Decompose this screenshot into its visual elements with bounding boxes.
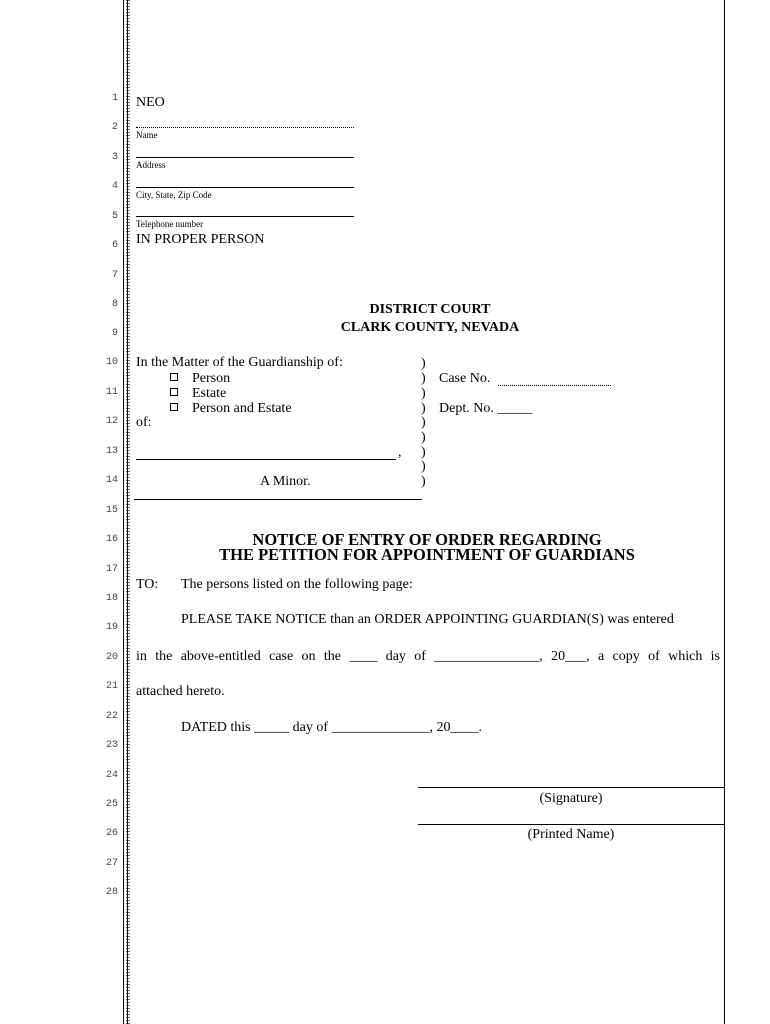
dept-no-label: Dept. No. _____ bbox=[439, 401, 533, 416]
line-number: 28 bbox=[105, 887, 118, 898]
line-number: 23 bbox=[105, 740, 118, 751]
paren: ) bbox=[421, 415, 426, 430]
line-number: 5 bbox=[111, 211, 118, 222]
option-person-and-estate-label: Person and Estate bbox=[192, 401, 292, 416]
of-label: of: bbox=[136, 415, 152, 430]
notice-paragraph-line2: in the above-entitled case on the ____ day of _______________, 20___, a copy of which is bbox=[136, 649, 720, 664]
signature-line[interactable] bbox=[418, 787, 724, 788]
paren: ) bbox=[421, 445, 426, 460]
case-no-label: Case No. bbox=[439, 371, 491, 386]
left-hatched-margin bbox=[126, 0, 130, 1024]
minor-name-comma: , bbox=[398, 445, 402, 460]
minor-label: A Minor. bbox=[260, 474, 311, 489]
to-text: The persons listed on the following page: bbox=[181, 577, 413, 592]
checkbox-person-and-estate[interactable] bbox=[170, 403, 178, 411]
line-number: 26 bbox=[105, 828, 118, 839]
city-label: City, State, Zip Code bbox=[136, 190, 212, 200]
line-number: 7 bbox=[111, 270, 118, 281]
court-county: CLARK COUNTY, NEVADA bbox=[340, 320, 520, 335]
address-field-line[interactable] bbox=[136, 157, 354, 158]
line-number: 25 bbox=[105, 799, 118, 810]
notice-paragraph-line3: attached hereto. bbox=[136, 684, 225, 699]
minor-name-line[interactable] bbox=[136, 459, 396, 460]
address-label: Address bbox=[136, 160, 166, 170]
line-number: 8 bbox=[111, 299, 118, 310]
phone-label: Telephone number bbox=[136, 219, 204, 229]
line-number: 9 bbox=[111, 328, 118, 339]
paren: ) bbox=[421, 371, 426, 386]
printed-name-label: (Printed Name) bbox=[527, 827, 615, 842]
line-number: 14 bbox=[105, 475, 118, 486]
line-number: 18 bbox=[105, 593, 118, 604]
option-estate[interactable] bbox=[170, 386, 226, 401]
paren: ) bbox=[421, 356, 426, 371]
form-code: NEO bbox=[136, 95, 165, 110]
city-field-line[interactable] bbox=[136, 187, 354, 188]
line-number: 24 bbox=[105, 770, 118, 781]
line-number: 20 bbox=[105, 652, 118, 663]
notice-title-line2: THE PETITION FOR APPOINTMENT OF GUARDIANS bbox=[219, 545, 635, 564]
line-number: 4 bbox=[111, 181, 118, 192]
paren: ) bbox=[421, 459, 426, 474]
line-number: 1 bbox=[111, 93, 118, 104]
line-number: 19 bbox=[105, 622, 118, 633]
paren: ) bbox=[421, 430, 426, 445]
name-field-line[interactable] bbox=[136, 127, 354, 128]
paren: ) bbox=[421, 474, 426, 489]
line-number: 11 bbox=[105, 387, 118, 398]
court-name: DISTRICT COURT bbox=[369, 302, 491, 317]
line-number: 27 bbox=[105, 858, 118, 869]
line-number: 2 bbox=[111, 122, 118, 133]
notice-paragraph-line1: PLEASE TAKE NOTICE than an ORDER APPOINTING GUARDIAN(S) was entered bbox=[181, 612, 674, 627]
paren: ) bbox=[421, 386, 426, 401]
printed-name-line[interactable] bbox=[418, 824, 724, 825]
notice-title-line1: NOTICE OF ENTRY OF ORDER REGARDING bbox=[252, 530, 602, 549]
proper-person-status: IN PROPER PERSON bbox=[136, 232, 265, 247]
dated-line: DATED this _____ day of ______________, 20____. bbox=[181, 720, 482, 735]
matter-heading: In the Matter of the Guardianship of: bbox=[136, 355, 343, 370]
phone-field-line[interactable] bbox=[136, 216, 354, 217]
option-estate-label: Estate bbox=[192, 386, 227, 401]
line-number: 16 bbox=[105, 534, 118, 545]
line-number: 13 bbox=[105, 446, 118, 457]
caption-bottom-rule bbox=[134, 499, 422, 500]
line-number: 22 bbox=[105, 711, 118, 722]
to-label: TO: bbox=[136, 577, 159, 592]
line-number: 10 bbox=[105, 357, 118, 368]
option-person-label: Person bbox=[192, 371, 231, 386]
line-number: 6 bbox=[111, 240, 118, 251]
signature-label: (Signature) bbox=[539, 791, 603, 806]
checkbox-person[interactable] bbox=[170, 373, 178, 381]
line-number: 3 bbox=[111, 152, 118, 163]
right-margin-rule bbox=[724, 0, 725, 1024]
option-person-and-estate[interactable] bbox=[170, 401, 292, 416]
name-label: Name bbox=[136, 130, 158, 140]
line-number: 17 bbox=[105, 564, 118, 575]
option-person[interactable] bbox=[170, 371, 230, 386]
line-number: 12 bbox=[105, 416, 118, 427]
paren: ) bbox=[421, 401, 426, 416]
line-number: 15 bbox=[105, 505, 118, 516]
checkbox-estate[interactable] bbox=[170, 388, 178, 396]
case-no-field[interactable] bbox=[498, 385, 611, 386]
line-number: 21 bbox=[105, 681, 118, 692]
